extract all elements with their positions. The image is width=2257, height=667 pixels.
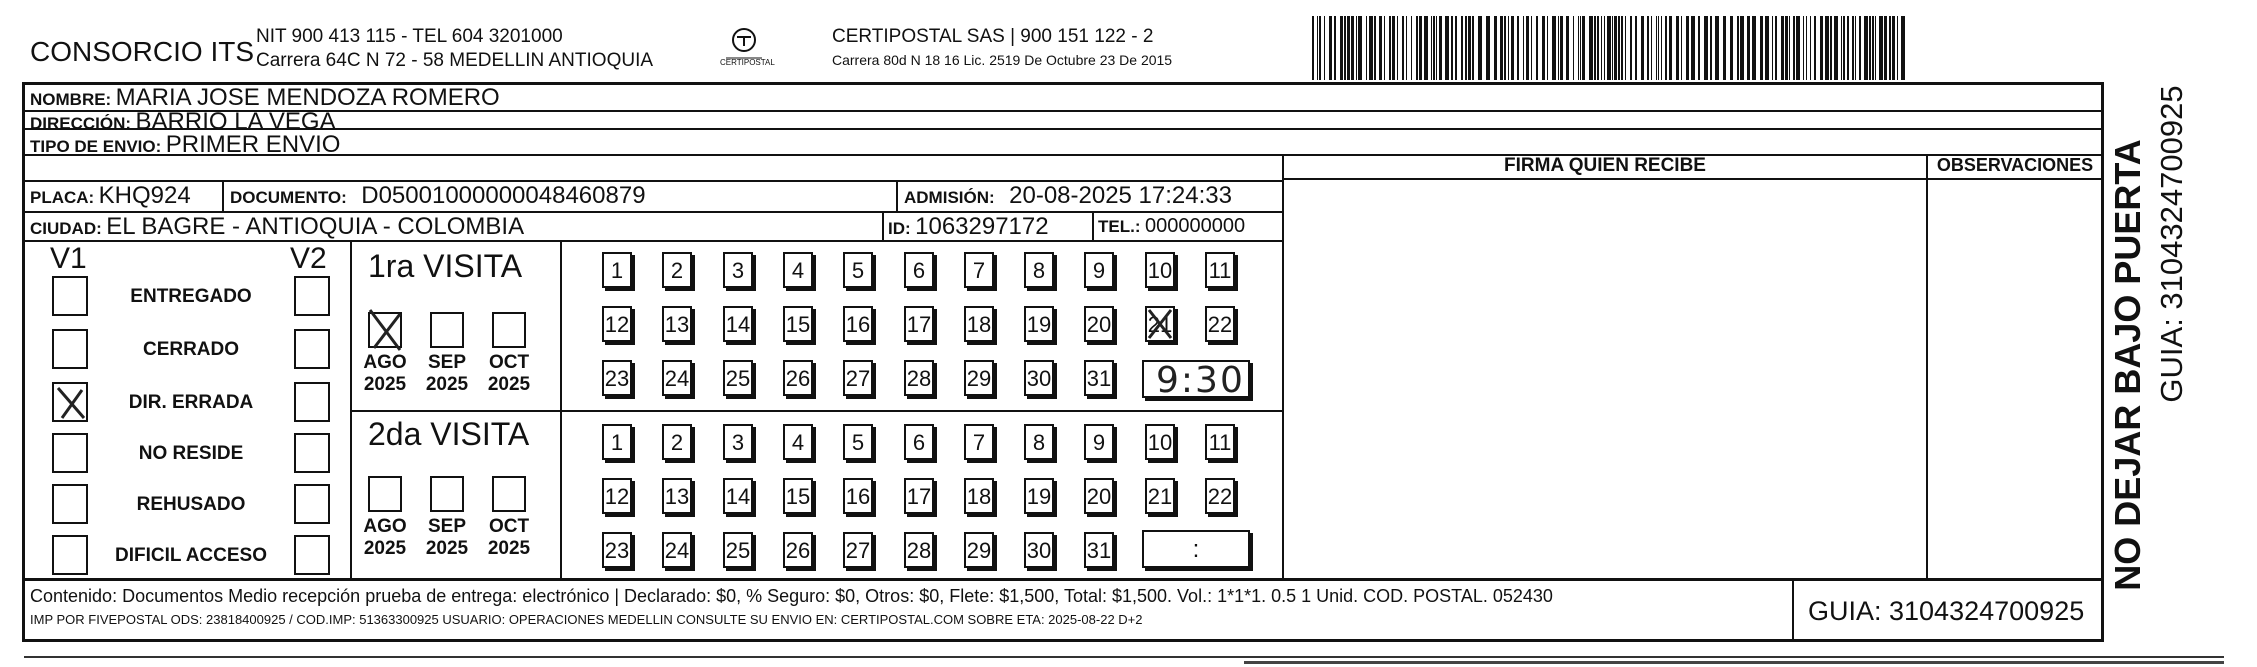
visit1-month-checkbox-oct[interactable]: [492, 312, 526, 348]
visit1-day-23[interactable]: [602, 360, 632, 396]
v1-header: V1: [50, 242, 87, 275]
visit2-day-label: 23: [604, 538, 630, 563]
visit1-day-label: 15: [785, 312, 811, 337]
documento-label: DOCUMENTO:: [230, 188, 347, 207]
visit2-day-label: 7: [972, 430, 986, 455]
company-address: Carrera 64C N 72 - 58 MEDELLIN ANTIOQUIA: [256, 50, 654, 71]
side-guia: GUIA: 3104324700925: [2154, 85, 2189, 403]
company-name: CONSORCIO ITS: [30, 36, 255, 67]
visit2-day-label: 4: [791, 430, 805, 455]
v2-header: V2: [290, 242, 327, 275]
visit2-day-label: 17: [906, 484, 932, 509]
documento-row: [230, 182, 646, 210]
placa-row: [30, 182, 191, 210]
visit1-day-6[interactable]: [904, 252, 934, 288]
visit1-time: 9:30: [1156, 360, 1245, 401]
visit2-day-label: 16: [845, 484, 871, 509]
visit2-day-26[interactable]: [783, 532, 813, 568]
visit2-month-label-ago: AGO: [363, 516, 407, 537]
visit2-day-label: 10: [1147, 430, 1173, 455]
visit1-day-label: 10: [1147, 258, 1173, 283]
visit1-day-label: 8: [1032, 258, 1046, 283]
visit2-day-4[interactable]: [783, 424, 813, 460]
visit1-month-label-oct: OCT: [488, 352, 530, 373]
visit2-day-16[interactable]: [843, 478, 873, 514]
visit2-day-21[interactable]: [1145, 478, 1175, 514]
placa-label: PLACA:: [30, 188, 95, 207]
visit2-day-29[interactable]: [964, 532, 994, 568]
visit1-time-box[interactable]: [1142, 360, 1250, 401]
company-nit: NIT 900 413 115 - TEL 604 3201000: [256, 26, 563, 47]
carrier-license: Carrera 80d N 18 16 Lic. 2519 De Octubre 23 De 2015: [832, 52, 1173, 68]
visit1-month-year-sep: 2025: [425, 374, 469, 395]
visit2-day-5[interactable]: [843, 424, 873, 460]
visit1-day-17[interactable]: [904, 306, 934, 342]
visit2-month-label-sep: SEP: [427, 516, 467, 537]
checkmark-x-icon: [364, 306, 408, 354]
visit1-month-checkbox-sep[interactable]: [430, 312, 464, 348]
v2-checkbox-cerrado[interactable]: [294, 329, 330, 369]
status-label-entregado: ENTREGADO: [130, 286, 252, 307]
visit1-month-label-sep: SEP: [427, 352, 467, 373]
visit1-day-label: 1: [610, 258, 624, 283]
visit1-day-11[interactable]: [1205, 252, 1235, 288]
visit2-day-label: 12: [604, 484, 630, 509]
visit2-day-label: 6: [912, 430, 926, 455]
ciudad-row: [30, 213, 524, 241]
ciudad-label: CIUDAD:: [30, 219, 102, 238]
admision-label: ADMISIÓN:: [904, 188, 995, 207]
tel-row: [1098, 215, 1245, 238]
tel-label: TEL.:: [1098, 217, 1141, 236]
visit1-day-13[interactable]: [662, 306, 692, 342]
visit1-day-1[interactable]: [602, 252, 632, 288]
visit2-day-label: 3: [731, 430, 745, 455]
visit2-month-year-ago: 2025: [363, 538, 407, 559]
visit1-day-29[interactable]: [964, 360, 994, 396]
visit1-day-label: 13: [664, 312, 690, 337]
id-label: ID:: [888, 219, 911, 238]
visit2-day-label: 25: [725, 538, 751, 563]
visit1-day-27[interactable]: [843, 360, 873, 396]
visit1-day-label: 4: [791, 258, 805, 283]
visit1-day-label: 2: [670, 258, 684, 283]
visit1-day-19[interactable]: [1024, 306, 1054, 342]
v1-checkbox-cerrado[interactable]: [52, 329, 88, 369]
visit1-day-label: 16: [845, 312, 871, 337]
visit1-day-21[interactable]: [1145, 306, 1175, 342]
visit1-day-label: 17: [906, 312, 932, 337]
v1-checkbox-dir-errada[interactable]: [52, 382, 88, 422]
visit2-day-3[interactable]: [723, 424, 753, 460]
visit2-day-24[interactable]: [662, 532, 692, 568]
visit2-day-11[interactable]: [1205, 424, 1235, 460]
visit2-day-10[interactable]: [1145, 424, 1175, 460]
visit2-day-label: 21: [1147, 484, 1173, 509]
visit1-day-15[interactable]: [783, 306, 813, 342]
v1-checkbox-dificil-acceso[interactable]: [52, 535, 88, 575]
visit2-day-label: 19: [1026, 484, 1052, 509]
v2-checkbox-no-reside[interactable]: [294, 433, 330, 473]
visit2-day-14[interactable]: [723, 478, 753, 514]
visit2-day-label: 28: [906, 538, 932, 563]
checkmark-x-icon: [54, 384, 88, 422]
visit1-day-26[interactable]: [783, 360, 813, 396]
visit1-month-year-oct: 2025: [487, 374, 531, 395]
visit1-day-20[interactable]: [1084, 306, 1114, 342]
tel-value: 000000000: [1144, 215, 1246, 237]
visit1-day-label: 20: [1086, 312, 1112, 337]
certipostal-logo: [712, 24, 776, 74]
visit2-day-17[interactable]: [904, 478, 934, 514]
visit1-day-label: 19: [1026, 312, 1052, 337]
status-label-dir-errada: DIR. ERRADA: [128, 392, 254, 413]
direccion-value: BARRIO LA VEGA: [135, 108, 336, 135]
visit1-day-label: 12: [604, 312, 630, 337]
visit2-day-18[interactable]: [964, 478, 994, 514]
nombre-value: MARIA JOSE MENDOZA ROMERO: [115, 84, 500, 111]
visit1-day-label: 18: [966, 312, 992, 337]
visit1-month-label-ago: AGO: [363, 352, 407, 373]
footer-contenido: Contenido: Documentos Medio recepción prueba de entrega: electrónico | Declarado: $0, % Seguro: $0, Otros: $0, Flete: $1,500, Total: $1,500. Vol.: 1*1*1. 0.5 1 Unid. COD. POSTAL. 052430: [30, 586, 1553, 606]
placa-value: KHQ924: [98, 182, 191, 209]
footer-imp: IMP POR FIVEPOSTAL ODS: 23818400925 / COD.IMP: 51363300925 USUARIO: OPERACIONES MEDELLIN CONSULTE SU ENVIO EN: CERTIPOSTAL.COM SOBRE ETA: 2025-08-22 D+2: [30, 612, 1143, 627]
visit2-day-label: 29: [966, 538, 992, 563]
footer-guia: GUIA: 3104324700925: [1808, 596, 2085, 626]
id-value: 1063297172: [915, 213, 1049, 240]
visit2-day-31[interactable]: [1084, 532, 1114, 568]
v1-checkbox-entregado[interactable]: [52, 276, 88, 316]
status-label-cerrado: CERRADO: [142, 339, 240, 360]
visit1-day-label: 5: [851, 258, 865, 283]
visit1-day-18[interactable]: [964, 306, 994, 342]
visit1-day-label: 28: [906, 366, 932, 391]
tipo-envio-row: [30, 131, 340, 159]
visit1-day-label: 14: [725, 312, 751, 337]
visit1-day-31[interactable]: [1084, 360, 1114, 396]
visit2-month-checkbox-oct[interactable]: [492, 476, 526, 512]
visit2-day-label: 8: [1032, 430, 1046, 455]
visit2-day-22[interactable]: [1205, 478, 1235, 514]
visit2-month-year-sep: 2025: [425, 538, 469, 559]
visit1-day-9[interactable]: [1084, 252, 1114, 288]
v2-checkbox-dir-errada[interactable]: [294, 382, 330, 422]
visit2-time-box[interactable]: [1142, 530, 1250, 568]
v2-checkbox-rehusado[interactable]: [294, 484, 330, 524]
visit1-day-label: 22: [1207, 312, 1233, 337]
visit2-day-label: 22: [1207, 484, 1233, 509]
visit2-day-label: 1: [610, 430, 624, 455]
visit1-day-label: 27: [845, 366, 871, 391]
visit2-day-label: 20: [1086, 484, 1112, 509]
visit1-day-label: 21: [1147, 312, 1173, 337]
admision-row: [904, 182, 1232, 210]
visit2-day-label: 11: [1208, 430, 1232, 455]
admision-value: 20-08-2025 17:24:33: [1009, 182, 1232, 209]
carrier-name: CERTIPOSTAL SAS | 900 151 122 - 2: [832, 26, 1154, 47]
visit1-day-label: 24: [664, 366, 690, 391]
visit2-day-label: 2: [670, 430, 684, 455]
visit2-day-label: 13: [664, 484, 690, 509]
visit2-day-label: 30: [1026, 538, 1052, 563]
visit1-day-28[interactable]: [904, 360, 934, 396]
tipo-envio-label: TIPO DE ENVIO:: [30, 137, 162, 156]
checkmark-x-icon: [1145, 306, 1175, 342]
visit2-day-30[interactable]: [1024, 532, 1054, 568]
direccion-label: DIRECCIÓN:: [30, 114, 132, 133]
visit1-day-label: 6: [912, 258, 926, 283]
visit1-day-label: 25: [725, 366, 751, 391]
nombre-label: NOMBRE:: [30, 90, 112, 109]
visit2-day-label: 9: [1092, 430, 1106, 455]
visit1-day-5[interactable]: [843, 252, 873, 288]
visit2-day-23[interactable]: [602, 532, 632, 568]
visit1-day-3[interactable]: [723, 252, 753, 288]
firma-header: FIRMA QUIEN RECIBE: [1504, 155, 1706, 176]
visit1-day-label: 23: [604, 366, 630, 391]
visit2-day-label: 26: [785, 538, 811, 563]
visit2-day-1[interactable]: [602, 424, 632, 460]
bottom-edge-line: [24, 656, 2224, 658]
visit2-day-8[interactable]: [1024, 424, 1054, 460]
visit1-day-10[interactable]: [1145, 252, 1175, 288]
documento-value: D05001000000048460879: [361, 182, 646, 209]
status-label-dificil-acceso: DIFICIL ACCESO: [114, 545, 267, 566]
visit2-day-13[interactable]: [662, 478, 692, 514]
visit2-time: :: [1192, 536, 1200, 563]
visit1-day-label: 29: [966, 366, 992, 391]
visit2-title: 2da VISITA: [368, 416, 530, 452]
visit1-day-4[interactable]: [783, 252, 813, 288]
visit2-day-20[interactable]: [1084, 478, 1114, 514]
visit1-day-30[interactable]: [1024, 360, 1054, 396]
visit1-day-label: 26: [785, 366, 811, 391]
visit1-day-label: 9: [1092, 258, 1106, 283]
visit1-day-14[interactable]: [723, 306, 753, 342]
visit2-day-19[interactable]: [1024, 478, 1054, 514]
tipo-envio-value: PRIMER ENVIO: [165, 131, 341, 158]
visit1-day-8[interactable]: [1024, 252, 1054, 288]
v1-checkbox-no-reside[interactable]: [52, 433, 88, 473]
visit1-day-label: 11: [1208, 258, 1232, 283]
visit2-day-7[interactable]: [964, 424, 994, 460]
visit2-day-label: 14: [725, 484, 751, 509]
visit2-day-label: 5: [851, 430, 865, 455]
visit2-day-label: 15: [785, 484, 811, 509]
visit2-day-28[interactable]: [904, 532, 934, 568]
visit2-day-27[interactable]: [843, 532, 873, 568]
id-row: [888, 213, 1049, 241]
visit1-day-label: 31: [1086, 366, 1112, 391]
visit2-day-15[interactable]: [783, 478, 813, 514]
status-label-no-reside: NO RESIDE: [138, 443, 244, 464]
visit2-day-9[interactable]: [1084, 424, 1114, 460]
visit1-day-label: 7: [972, 258, 986, 283]
visit2-day-25[interactable]: [723, 532, 753, 568]
visit2-month-year-oct: 2025: [487, 538, 531, 559]
visit1-day-label: 30: [1026, 366, 1052, 391]
visit2-day-2[interactable]: [662, 424, 692, 460]
visit2-day-12[interactable]: [602, 478, 632, 514]
visit1-day-25[interactable]: [723, 360, 753, 396]
visit2-day-label: 18: [966, 484, 992, 509]
visit2-month-checkbox-ago[interactable]: [368, 476, 402, 512]
visit1-month-checkbox-ago[interactable]: [368, 312, 402, 348]
barcode: [1312, 16, 1912, 80]
visit1-month-year-ago: 2025: [363, 374, 407, 395]
visit2-month-checkbox-sep[interactable]: [430, 476, 464, 512]
visit2-day-label: 31: [1086, 538, 1112, 563]
ciudad-value: EL BAGRE - ANTIOQUIA - COLOMBIA: [106, 213, 525, 240]
certipostal-logo-text: CERTIPOSTAL: [720, 58, 775, 67]
observaciones-header: OBSERVACIONES: [1936, 155, 2094, 175]
side-no-dejar: NO DEJAR BAJO PUERTA: [2107, 139, 2148, 591]
v2-checkbox-dificil-acceso[interactable]: [294, 535, 330, 575]
visit2-day-label: 27: [845, 538, 871, 563]
visit2-month-label-oct: OCT: [488, 516, 530, 537]
v2-checkbox-entregado[interactable]: [294, 276, 330, 316]
visit1-day-7[interactable]: [964, 252, 994, 288]
v1-checkbox-rehusado[interactable]: [52, 484, 88, 524]
visit1-day-12[interactable]: [602, 306, 632, 342]
visit2-day-6[interactable]: [904, 424, 934, 460]
visit2-day-label: 24: [664, 538, 690, 563]
status-label-rehusado: REHUSADO: [136, 494, 246, 515]
visit1-day-2[interactable]: [662, 252, 692, 288]
visit1-title: 1ra VISITA: [368, 248, 523, 284]
visit1-day-16[interactable]: [843, 306, 873, 342]
visit1-day-22[interactable]: [1205, 306, 1235, 342]
bottom-edge-line-2: [1244, 661, 2224, 664]
visit1-day-label: 3: [731, 258, 745, 283]
visit1-day-24[interactable]: [662, 360, 692, 396]
